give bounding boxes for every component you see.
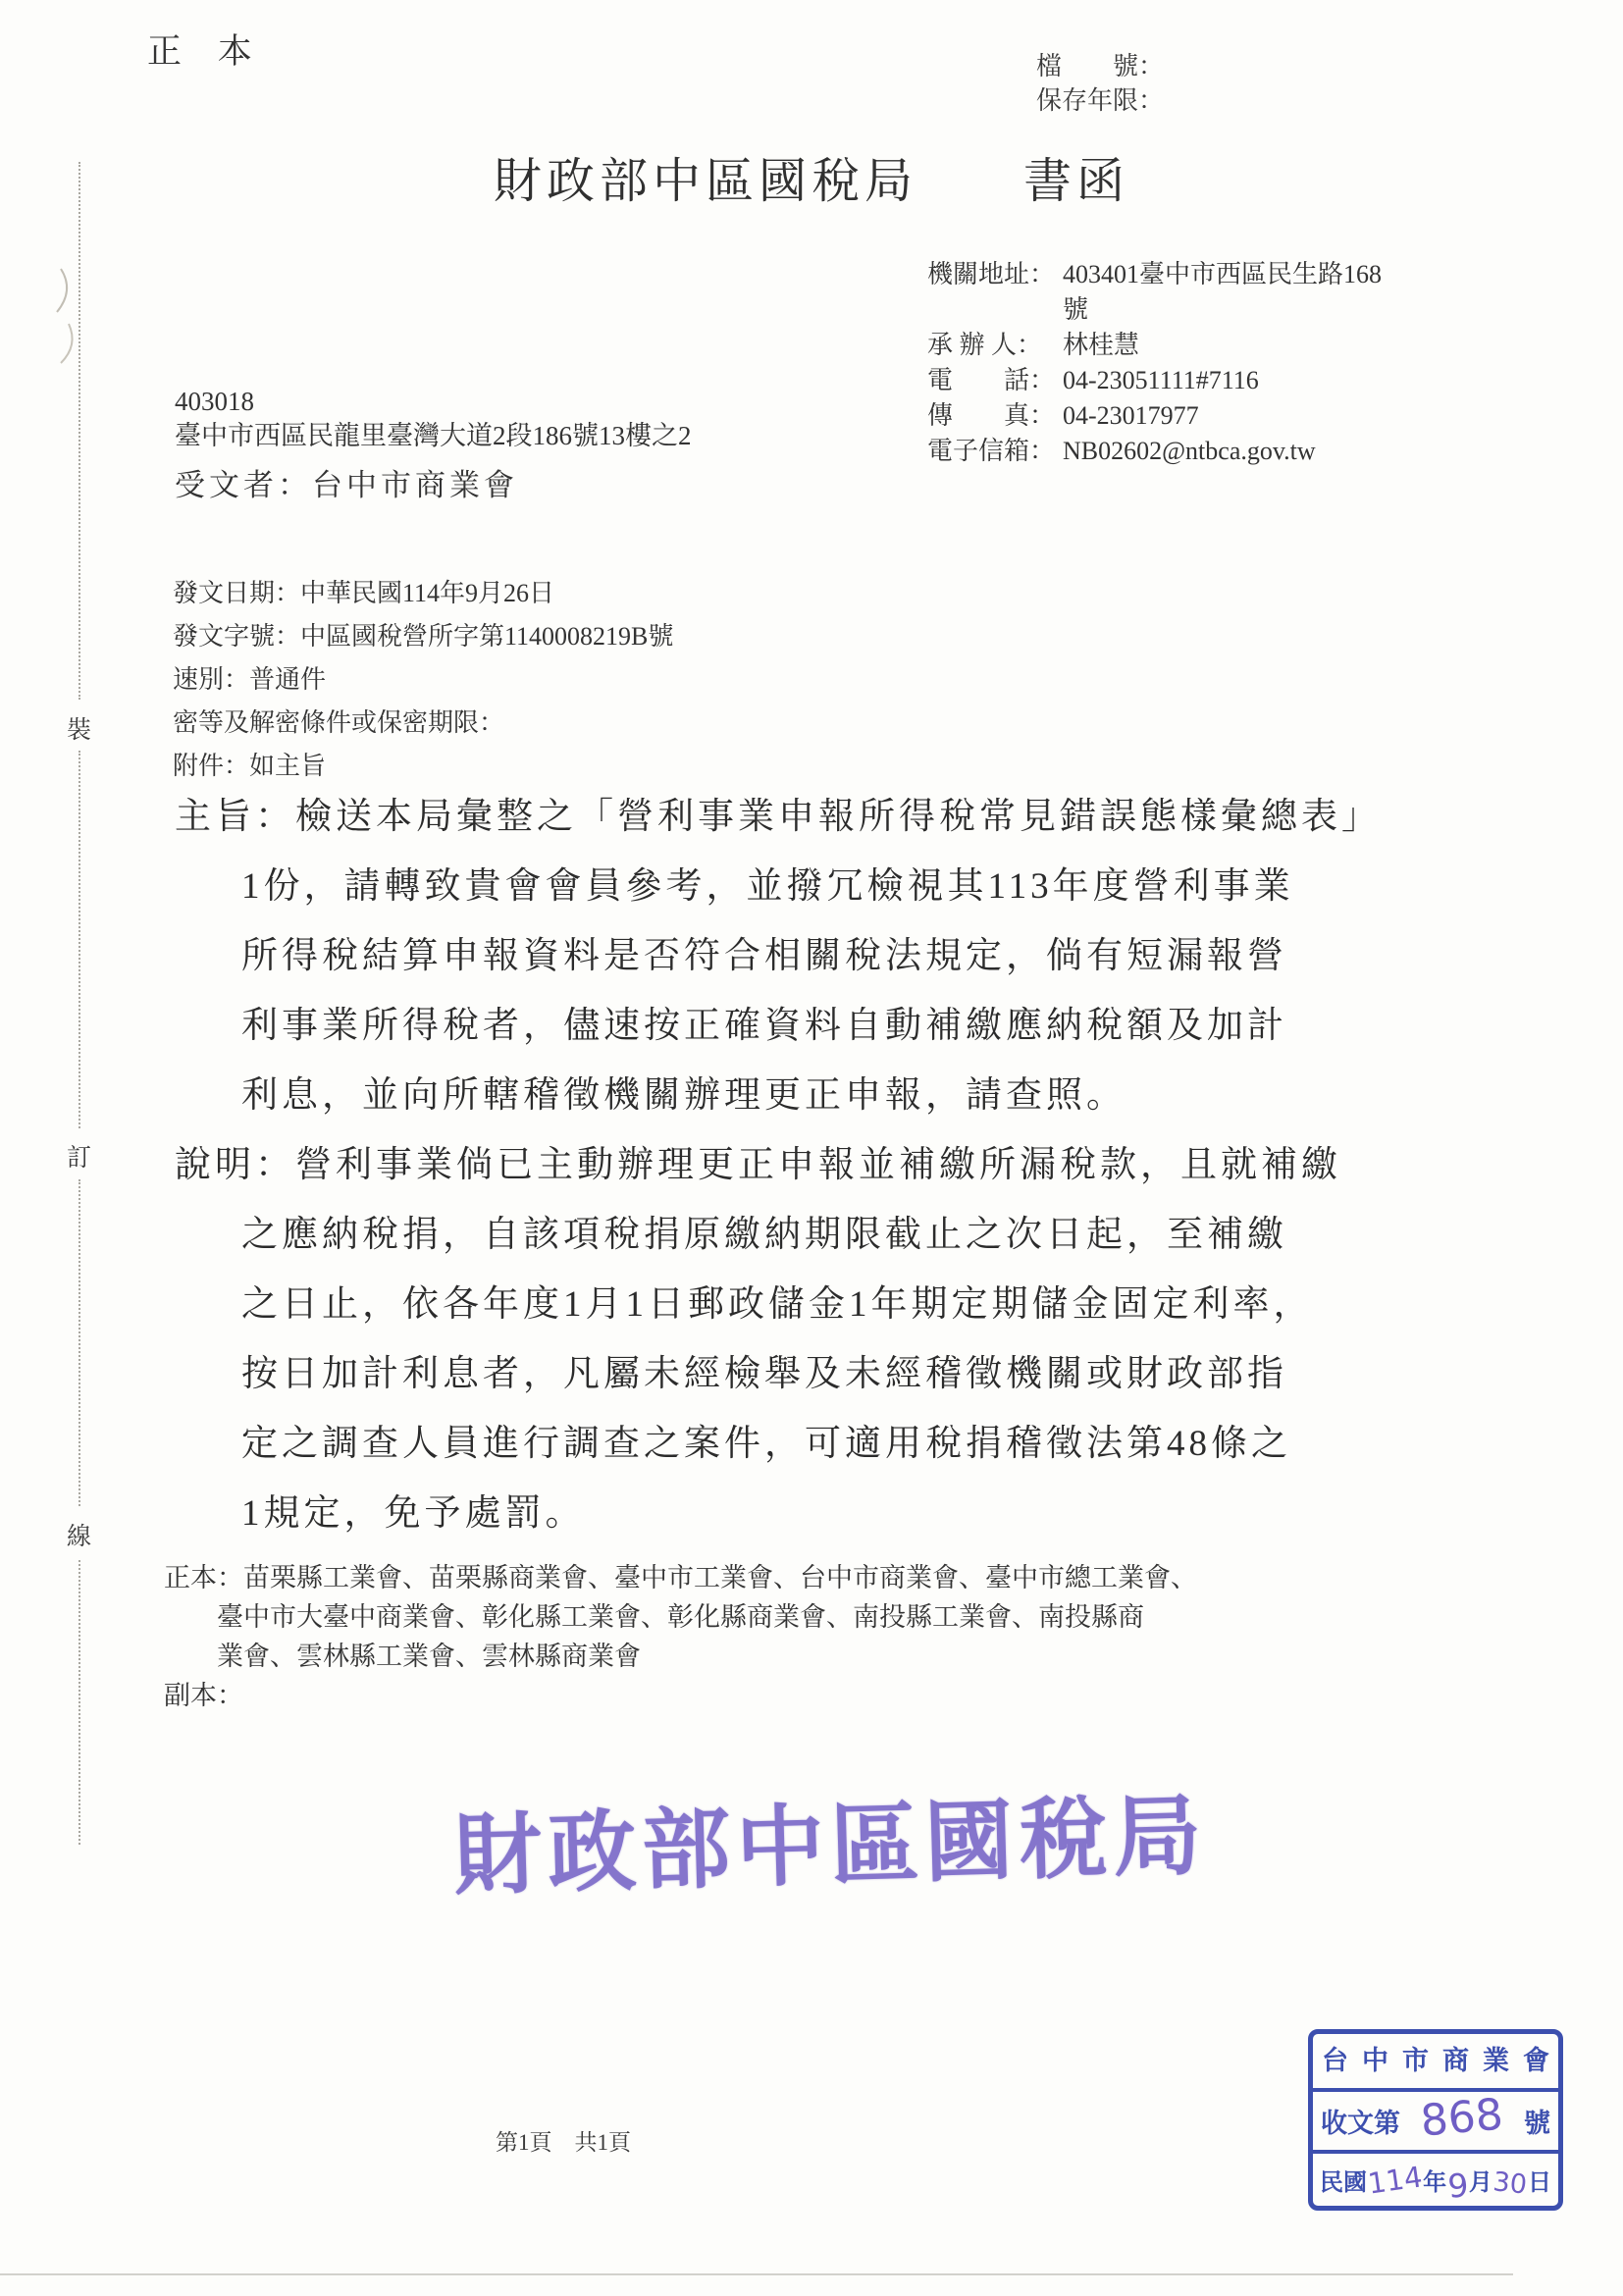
subject-paragraph xyxy=(175,782,1578,1130)
receipt-stamp xyxy=(1308,2029,1563,2211)
sender-phone-label: 電 話： xyxy=(927,366,1056,394)
explanation-line: 之應納稅捐，自該項稅捐原繳納期限截止之次日起，至補繳 xyxy=(241,1215,1287,1255)
receipt-month-handwritten: 9 xyxy=(1446,2166,1470,2206)
sender-address-line2: 號 xyxy=(1063,295,1089,324)
binding-dotted-line xyxy=(79,1560,80,1845)
sender-address-label: 機關地址： xyxy=(927,260,1056,288)
sender-email-row xyxy=(927,434,1382,469)
binding-dotted-line xyxy=(79,162,80,700)
sender-officer-name: 林桂慧 xyxy=(1063,331,1140,359)
issue-number-line: 發文字號：中區國稅營所字第1140008219B號 xyxy=(173,622,674,651)
explanation-line: 按日加計利息者，凡屬未經檢舉及未經稽徵機關或財政部指 xyxy=(241,1354,1287,1394)
sender-address-line1: 403401臺中市西區民生路168 xyxy=(1063,260,1383,288)
recipient-postal-code: 403018 xyxy=(175,387,254,416)
sender-phone-value: 04-23051111#7116 xyxy=(1063,366,1259,394)
binding-mark-zhuang: 裝 xyxy=(67,717,92,744)
sender-address-row xyxy=(927,257,1382,328)
subject-line: 利息，並向所轄稽徵機關辦理更正申報，請查照。 xyxy=(241,1075,1126,1116)
recipient-block xyxy=(175,386,692,504)
attachment-line: 附件：如主旨 xyxy=(173,752,327,780)
sender-officer-label: 承 辦 人： xyxy=(927,331,1043,359)
binding-dotted-line xyxy=(79,1179,80,1506)
issue-date-line: 發文日期：中華民國114年9月26日 xyxy=(173,579,555,607)
distribution-block xyxy=(164,1558,1197,1715)
receipt-month-unit: 月 xyxy=(1468,2170,1492,2196)
subject-line: 利事業所得稅者，儘速按正確資料自動補繳應納稅額及加計 xyxy=(241,1006,1287,1046)
sender-email-label: 電子信箱： xyxy=(927,437,1056,465)
document-title: 財政部中區國稅局 書函 xyxy=(493,154,1129,208)
sender-phone-row xyxy=(927,363,1382,398)
binding-dotted-line xyxy=(79,751,80,1128)
recipient-address: 臺中市西區民龍里臺灣大道2段186號13樓之2 xyxy=(175,421,692,450)
recipient-line: 受文者：台中市商業會 xyxy=(175,468,518,502)
pen-squiggle-mark xyxy=(43,263,92,381)
sender-fax-value: 04-23017977 xyxy=(1063,401,1199,430)
receipt-number-handwritten: 868 xyxy=(1418,2089,1505,2147)
bottom-scan-line xyxy=(0,2273,1513,2275)
binding-mark-xian: 線 xyxy=(67,1524,92,1550)
sender-fax-row xyxy=(927,398,1382,434)
subject-line: 1份，請轉致貴會會員參考，並撥冗檢視其113年度營利事業 xyxy=(241,866,1294,907)
explanation-line: 定之調查人員進行調查之案件，可適用稅捐稽徵法第48條之 xyxy=(241,1424,1291,1464)
receipt-number-suffix: 號 xyxy=(1524,2109,1550,2138)
security-line: 密等及解密條件或保密期限： xyxy=(173,708,505,737)
document-meta-block xyxy=(173,572,673,788)
receipt-day-unit: 日 xyxy=(1527,2170,1551,2196)
receipt-stamp-org: 台中市商業會 xyxy=(1322,2046,1549,2075)
sender-officer-row xyxy=(927,328,1382,363)
file-no-label: 檔 號： xyxy=(1036,52,1165,80)
subject-line: 所得稅結算申報資料是否符合相關稅法規定，倘有短漏報營 xyxy=(241,936,1287,976)
agency-ink-stamp: 財政部中區國稅局 xyxy=(452,1788,1209,1906)
distribution-line: 業會、雲林縣工業會、雲林縣商業會 xyxy=(217,1642,641,1671)
speed-line: 速別：普通件 xyxy=(173,665,327,694)
explanation-line: 之日止，依各年度1月1日郵政儲金1年期定期儲金固定利率， xyxy=(241,1284,1314,1325)
receipt-number-prefix: 收文第 xyxy=(1321,2109,1400,2138)
sender-email-value: NB02602@ntbca.gov.tw xyxy=(1063,437,1316,465)
receipt-year-handwritten: 114 xyxy=(1365,2159,1425,2201)
cc-line: 副本： xyxy=(164,1681,243,1710)
subject-line: 主旨：檢送本局彙整之「營利事業申報所得稅常見錯誤態樣彙總表」 xyxy=(175,797,1382,837)
receipt-era-label: 民國 xyxy=(1320,2170,1367,2196)
binding-mark-ding: 訂 xyxy=(67,1145,92,1172)
receipt-stamp-date-row xyxy=(1313,2150,1558,2206)
retention-label: 保存年限： xyxy=(1036,86,1165,115)
explanation-line: 1規定，免予處罰。 xyxy=(241,1493,586,1534)
distribution-line: 正本：苗栗縣工業會、苗栗縣商業會、臺中市工業會、台中市商業會、臺中市總工業會、 xyxy=(164,1563,1197,1592)
sender-contact-block xyxy=(927,257,1382,469)
receipt-day-handwritten: 30 xyxy=(1491,2166,1529,2201)
file-retention-block xyxy=(1036,49,1164,118)
explanation-paragraph xyxy=(175,1130,1578,1548)
receipt-stamp-number-row xyxy=(1313,2088,1558,2150)
page-number-footer: 第1頁 共1頁 xyxy=(496,2130,631,2155)
copy-type-label: 正 本 xyxy=(147,32,266,71)
explanation-line: 說明：營利事業倘已主動辦理更正申報並補繳所漏稅款，且就補繳 xyxy=(175,1145,1341,1185)
distribution-line: 臺中市大臺中商業會、彰化縣工業會、彰化縣商業會、南投縣工業會、南投縣商 xyxy=(217,1602,1144,1632)
sender-fax-label: 傳 真： xyxy=(927,401,1056,430)
receipt-year-unit: 年 xyxy=(1423,2170,1447,2196)
